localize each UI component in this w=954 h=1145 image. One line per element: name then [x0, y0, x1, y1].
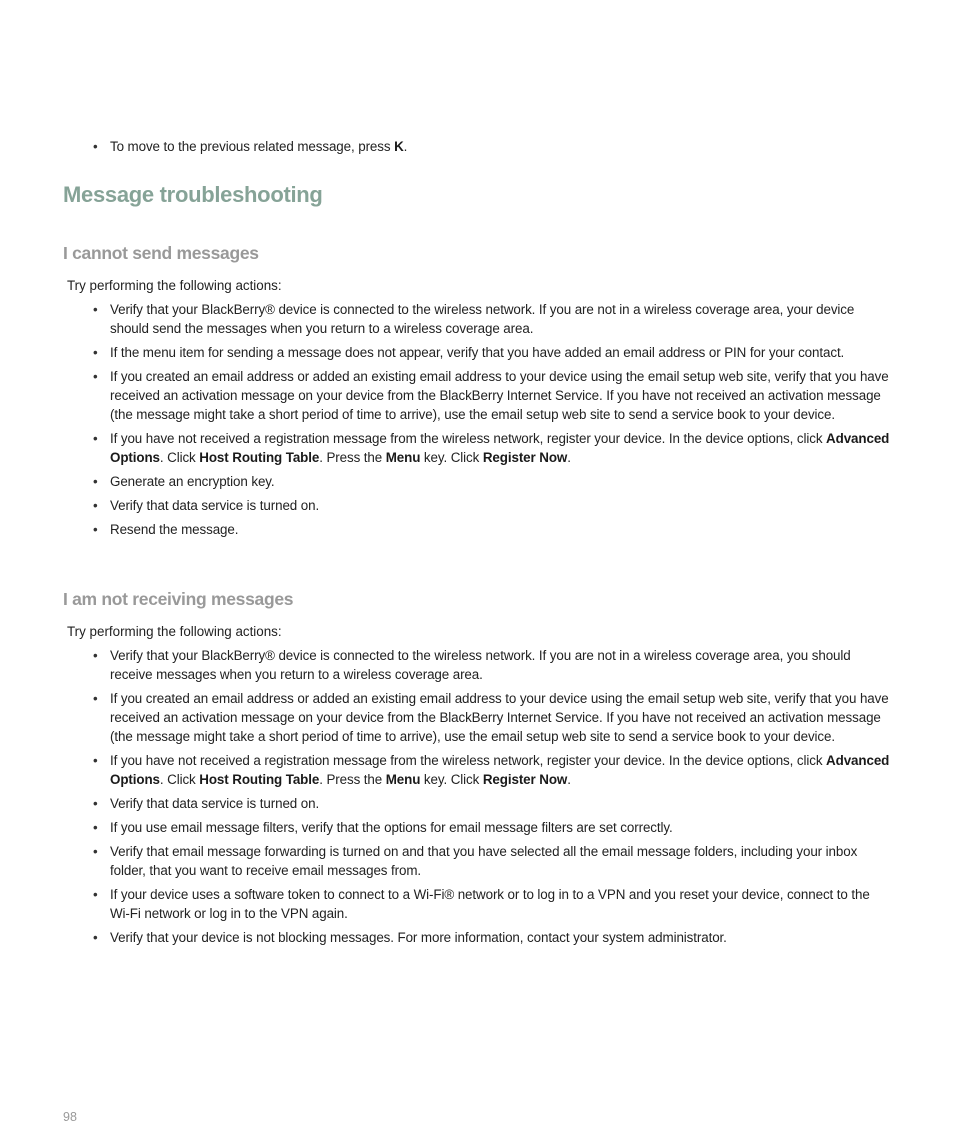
section-lead-not-receiving: Try performing the following actions:: [67, 624, 282, 639]
list-item: [92, 818, 892, 837]
list-item-text: .: [567, 772, 571, 787]
list-item-text: . Press the: [319, 772, 386, 787]
list-item-text: Verify that data service is turned on.: [110, 498, 320, 513]
intro-text: To move to the previous related message, press: [110, 139, 395, 154]
list-item-text: If the menu item for sending a message does not appear, verify that you have added an email address or PIN for your contact.: [110, 345, 845, 360]
ui-term: Host Routing Table: [199, 450, 320, 465]
ui-term: Menu: [385, 450, 421, 465]
section-heading-not-receiving: I am not receiving messages: [63, 589, 294, 609]
list-item-text: Verify that your BlackBerry® device is connected to the wireless network. If you are not in a wireless coverage area, you should receive messages when you return to a wireless coverage area.: [110, 648, 851, 682]
ui-term: Menu: [385, 772, 421, 787]
ui-term: Advanced Options: [110, 753, 890, 787]
list-item-text: If you have not received a registration message from the wireless network, register your device. In the device options, click: [110, 431, 827, 446]
list-item: [92, 689, 892, 746]
list-item-text: If your device uses a software token to connect to a Wi-Fi® network or to log in to a VPN and you reset your device, connect to the Wi-Fi network or log in to the VPN again.: [110, 887, 870, 921]
list-item: [92, 928, 892, 947]
list-item: [92, 343, 892, 362]
list-item-text: . Click: [159, 772, 200, 787]
ui-term: Register Now: [482, 450, 568, 465]
list-item: [92, 300, 892, 338]
list-item: [92, 646, 892, 684]
list-item: [92, 520, 892, 539]
list-item-text: .: [567, 450, 571, 465]
ui-term: Register Now: [482, 772, 568, 787]
key-label: K: [394, 139, 404, 154]
intro-text-end: .: [403, 139, 408, 154]
section-lead-cannot-send: Try performing the following actions:: [67, 278, 282, 293]
list-item: [92, 137, 892, 156]
list-item-text: If you created an email address or added an existing email address to your device using the email setup web site, verify that you have received an activation message on your device from the BlackBerry Internet Service. If you have not received an activation message (the message might take a short period of time to arrive), use the email setup web site to send a service book to your device.: [110, 691, 889, 744]
list-item: [92, 885, 892, 923]
section-heading-cannot-send: I cannot send messages: [63, 243, 259, 263]
list-item-text: Verify that data service is turned on.: [110, 796, 320, 811]
list-item-text: Verify that your device is not blocking messages. For more information, contact your system administrator.: [110, 930, 727, 945]
list-item-text: If you created an email address or added an existing email address to your device using the email setup web site, verify that you have received an activation message on your device from the BlackBerry Internet Service. If you have not received an activation message (the message might take a short period of time to arrive), use the email setup web site to send a service book to your device.: [110, 369, 889, 422]
page-number: 98: [63, 1110, 77, 1124]
list-item-text: Resend the message.: [110, 522, 239, 537]
list-item-text: key. Click: [420, 772, 483, 787]
intro-bullet-list: [92, 137, 892, 161]
list-item: [92, 751, 892, 789]
ui-term: Host Routing Table: [199, 772, 320, 787]
list-item: [92, 429, 892, 467]
action-list-cannot-send: [92, 300, 892, 544]
list-item: [92, 842, 892, 880]
ui-term: Advanced Options: [110, 431, 890, 465]
list-item: [92, 472, 892, 491]
list-item-text: key. Click: [420, 450, 483, 465]
list-item-text: . Click: [159, 450, 200, 465]
list-item-text: Verify that your BlackBerry® device is connected to the wireless network. If you are not in a wireless coverage area, your device should send the messages when you return to a wireless coverage area.: [110, 302, 855, 336]
list-item-text: If you use email message filters, verify that the options for email message filters are set correctly.: [110, 820, 673, 835]
list-item: [92, 794, 892, 813]
action-list-not-receiving: [92, 646, 892, 952]
list-item-text: Generate an encryption key.: [110, 474, 275, 489]
page-title: Message troubleshooting: [63, 182, 323, 207]
list-item-text: . Press the: [319, 450, 386, 465]
list-item-text: If you have not received a registration message from the wireless network, register your device. In the device options, click: [110, 753, 827, 768]
list-item: [92, 496, 892, 515]
list-item: [92, 367, 892, 424]
list-item-text: Verify that email message forwarding is turned on and that you have selected all the email message folders, including your inbox folder, that you want to receive email messages from.: [110, 844, 858, 878]
